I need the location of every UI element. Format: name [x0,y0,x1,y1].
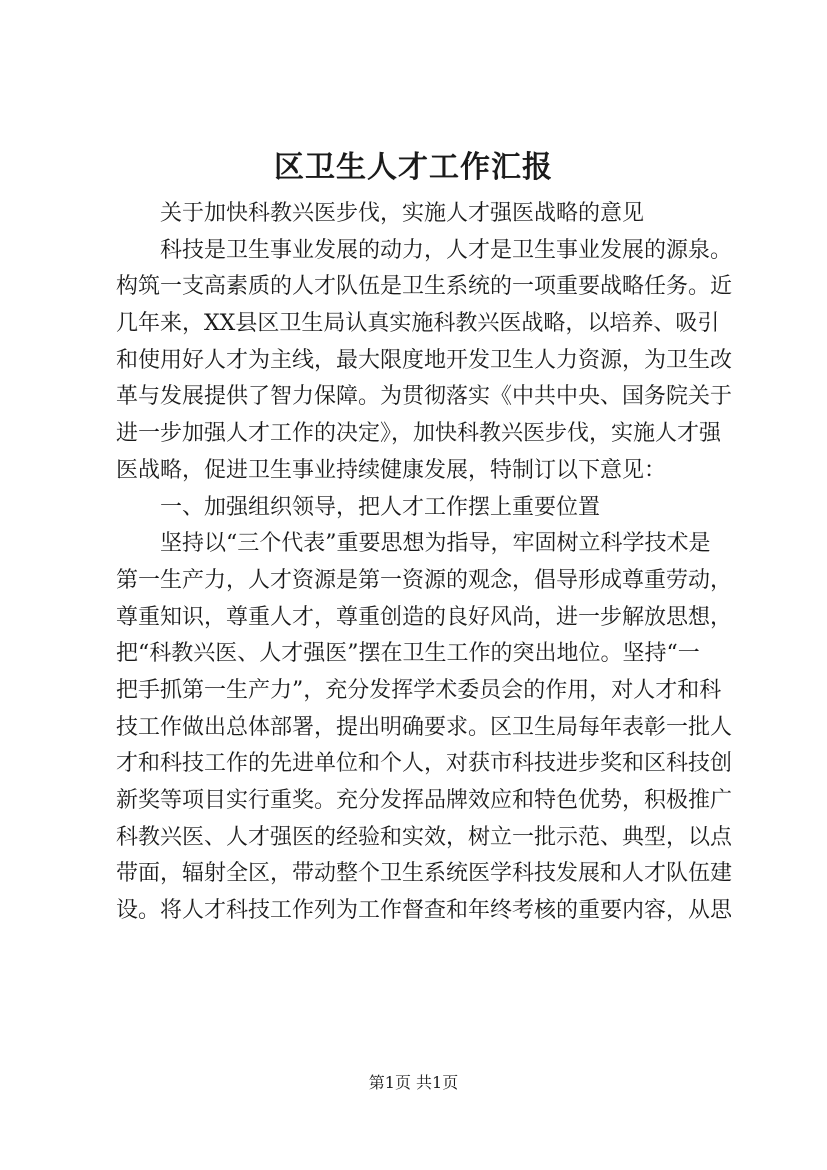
text-line: 科教兴医、人才强医的经验和实效，树立一批示范、典型，以点 [116,824,733,850]
document-title: 区卫生人才工作汇报 [274,150,553,185]
text-line: 新奖等项目实行重奖。充分发挥品牌效应和特色优势，积极推广 [116,788,733,813]
text-line: 进一步加强人才工作的决定》，加快科教兴医步伐，实施人才强 [116,421,722,447]
text-line: 革与发展提供了智力保障。为贯彻落实《中共中央、国务院关于 [116,384,733,410]
text-line: 坚持以“三个代表”重要思想为指导，牢固树立科学技术是 [160,531,711,557]
text-line: 才和科技工作的先进单位和个人，对获市科技进步奖和区科技创 [116,751,733,777]
text-line: 医战略，促进卫生事业持续健康发展，特制订以下意见： [116,457,667,483]
section-heading: 一、加强组织领导，把人才工作摆上重要位置 [160,494,601,520]
text-line: 第一生产力，人才资源是第一资源的观念，倡导形成尊重劳动， [116,567,733,593]
text-line: 带面，辐射全区，带动整个卫生系统医学科技发展和人才队伍建 [116,861,733,887]
text-line: 把“科教兴医、人才强医”摆在卫生工作的突出地位。坚持“一 [116,641,700,667]
text-line: 和使用好人才为主线，最大限度地开发卫生人力资源，为卫生改 [116,347,733,373]
text-line: 技工作做出总体部署，提出明确要求。区卫生局每年表彰一批人 [116,714,733,740]
text-line: 科技是卫生事业发展的动力，人才是卫生事业发展的源泉。 [160,237,733,263]
text-line: 设。将人才科技工作列为工作督查和年终考核的重要内容，从思 [116,898,733,924]
text-line: 把手抓第一生产力”，充分发挥学术委员会的作用，对人才和科 [116,677,722,703]
document-body [116,196,748,930]
text-line: 构筑一支高素质的人才队伍是卫生系统的一项重要战略任务。近 [116,274,733,300]
text-line: 尊重知识，尊重人才，尊重创造的良好风尚，进一步解放思想， [116,604,733,630]
text-line: 几年来，XX县区卫生局认真实施科教兴医战略，以培养、吸引 [116,311,720,337]
page-footer: 第1页 共1页 [368,1073,459,1092]
text-line: 关于加快科教兴医步伐，实施人才强医战略的意见 [160,201,645,226]
